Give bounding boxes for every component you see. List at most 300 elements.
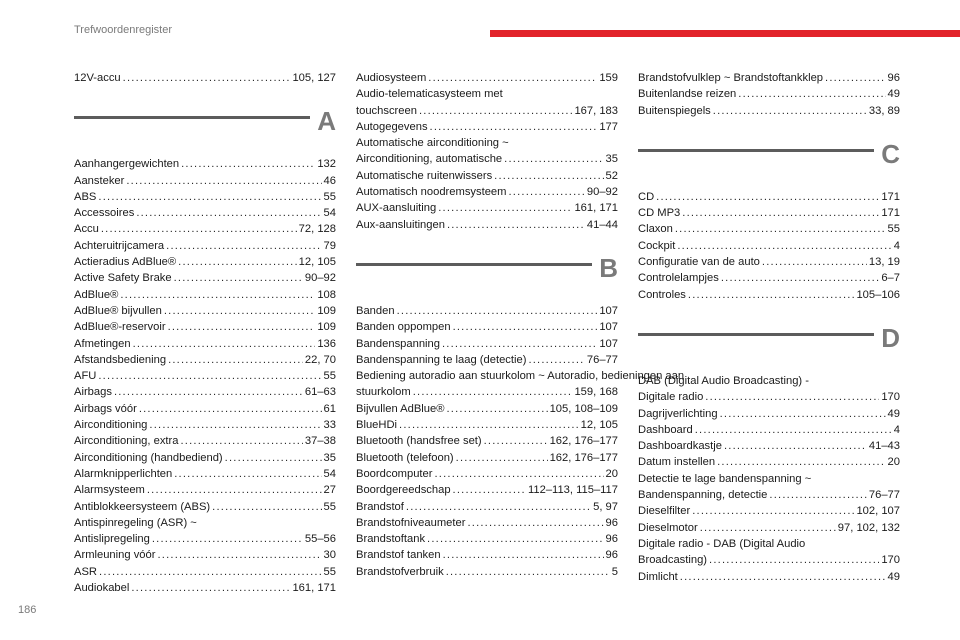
index-entry-pages: 170 <box>881 554 900 567</box>
index-entry-pages: 107 <box>599 304 618 317</box>
index-entry-pages: 161, 171 <box>574 202 618 215</box>
index-entry-leader <box>98 189 321 205</box>
index-entry-term: Active Safety Brake <box>74 272 172 285</box>
index-entry-pages: 55 <box>323 500 336 513</box>
index-entry <box>638 287 900 303</box>
section-divider <box>638 149 874 152</box>
index-entry <box>74 401 336 417</box>
index-entry-term: Accessoires <box>74 207 135 220</box>
index-entry-pages: 61–63 <box>304 386 336 399</box>
index-entry-leader <box>120 287 315 303</box>
index-entry <box>74 417 336 433</box>
index-entry-leader <box>428 70 597 86</box>
section-letter: B <box>599 252 618 283</box>
section-heading <box>638 323 900 367</box>
index-entry-pages: 96 <box>605 549 618 562</box>
index-entry-term: Brandstoftank <box>356 533 426 546</box>
index-entry-pages: 90–92 <box>304 272 336 285</box>
index-entry-leader <box>677 238 891 254</box>
index-entry <box>638 389 900 405</box>
index-entry <box>356 466 618 482</box>
index-entry-term: Digitale radio <box>638 391 704 404</box>
index-entry-prefix: Audio-telematicasysteem met <box>356 88 503 101</box>
index-entry-pages: 54 <box>323 207 336 220</box>
index-entry-leader <box>446 401 547 417</box>
index-entry <box>74 205 336 221</box>
index-entry-leader <box>700 520 836 536</box>
index-entry <box>356 433 618 449</box>
index-entry <box>74 70 336 86</box>
index-entry-pages: 49 <box>887 570 900 583</box>
index-entry-prefix: Antispinregeling (ASR) ~ <box>74 516 197 529</box>
index-entry-leader <box>435 466 604 482</box>
index-entry-pages: 55 <box>323 370 336 383</box>
index-entry-pages: 159, 168 <box>574 386 618 399</box>
index-entry-pages: 37–38 <box>304 435 336 448</box>
index-entry-term: Bandenspanning <box>356 337 440 350</box>
index-entry-leader <box>762 254 867 270</box>
index-entry-leader <box>453 319 598 335</box>
index-entry <box>356 200 618 216</box>
index-entry-pages: 102, 107 <box>856 505 900 518</box>
index-entry-leader <box>528 352 584 368</box>
section-divider <box>356 263 592 266</box>
index-entry-leader <box>692 503 854 519</box>
index-entry-pages: 4 <box>893 423 900 436</box>
index-entry <box>356 70 618 86</box>
index-entry-term: Brandstofvulklep ~ Brandstoftankklep <box>638 72 824 84</box>
index-entry-term: Buitenspiegels <box>638 104 711 117</box>
index-entry-leader <box>724 438 867 454</box>
header-accent-bar <box>490 30 960 37</box>
index-entry <box>356 184 618 200</box>
index-entry-pages: 108 <box>317 288 336 301</box>
index-entry <box>356 417 618 433</box>
index-entry-leader <box>675 221 886 237</box>
index-entry-term: Audiokabel <box>74 582 130 595</box>
index-entry-term: Aansteker <box>74 174 125 187</box>
index-entry-term: ABS <box>74 190 97 203</box>
index-entry-pages: 76–77 <box>868 489 900 502</box>
index-entry-term: Dashboardkastje <box>638 440 722 453</box>
index-entry-leader <box>738 86 885 102</box>
index-entry-leader <box>139 401 322 417</box>
index-entry-pages: 22, 70 <box>304 353 336 366</box>
index-entry <box>74 547 336 563</box>
index-entry-pages: 90–92 <box>586 186 618 199</box>
index-entry <box>638 70 900 86</box>
index-entry-term: Dagrijverlichting <box>638 407 718 420</box>
index-entry-pages: 76–77 <box>586 353 618 366</box>
index-entry-term: Buitenlandse reizen <box>638 88 737 101</box>
index-entry <box>356 401 618 417</box>
index-entry-pages: 96 <box>605 533 618 546</box>
index-entry-pages: 132 <box>317 158 336 171</box>
index-entry <box>638 238 900 254</box>
index-entry <box>356 564 618 580</box>
index-entry-leader <box>695 422 892 438</box>
index-entry <box>74 238 336 254</box>
index-entry-pages: 13, 19 <box>868 256 900 269</box>
index-entry-pages: 4 <box>893 239 900 252</box>
index-entry <box>638 438 900 454</box>
index-entry-term: Afstandsbediening <box>74 353 167 366</box>
index-entry <box>356 168 618 184</box>
index-entry <box>356 119 618 135</box>
index-entry-prefix: Detectie te lage bandenspanning ~ <box>638 472 812 485</box>
index-entry-term: Armleuning vóór <box>74 549 156 562</box>
index-entry <box>638 86 900 102</box>
index-entry-term: Boordgereedschap <box>356 484 451 497</box>
index-entry-leader <box>508 184 584 200</box>
index-entry-pages: 96 <box>605 516 618 529</box>
index-entry-term: CD MP3 <box>638 207 681 220</box>
index-entry-pages: 167, 183 <box>574 104 618 117</box>
index-entry-leader <box>413 384 573 400</box>
index-column-1 <box>74 70 336 596</box>
index-entry <box>74 564 336 580</box>
index-entry-pages: 177 <box>599 120 618 133</box>
section-heading <box>356 253 618 297</box>
index-entry-pages: 6–7 <box>881 272 900 285</box>
index-entry-leader <box>717 454 885 470</box>
index-entry <box>74 319 336 335</box>
index-entry-term: Airconditioning, automatische <box>356 153 503 166</box>
index-entry-term: Antiblokkeersysteem (ABS) <box>74 500 211 513</box>
index-entry-leader <box>504 151 603 167</box>
index-entry-leader <box>442 336 597 352</box>
index-entry-leader <box>446 564 610 580</box>
index-entry-pages: 97, 102, 132 <box>837 521 900 534</box>
index-entry-term: CD <box>638 190 655 203</box>
index-entry-term: Banden <box>356 304 395 317</box>
index-entry <box>638 569 900 585</box>
index-entry-pages: 96 <box>887 72 900 84</box>
index-entry-pages: 33 <box>323 419 336 432</box>
index-entry-term: Brandstofniveaumeter <box>356 516 466 529</box>
index-entry-term: Brandstofverbruik <box>356 565 444 578</box>
index-entry-leader <box>166 238 321 254</box>
index-entry-term: ASR <box>74 565 98 578</box>
index-entry <box>74 336 336 352</box>
index-entry-term: Dimlicht <box>638 570 678 583</box>
index-entry-leader <box>174 270 303 286</box>
index-entry-term: Aanhangergewichten <box>74 158 180 171</box>
index-entry-term: Brandstof <box>356 500 404 513</box>
index-entry-term: BlueHDi <box>356 419 398 432</box>
index-entry-pages: 109 <box>317 321 336 334</box>
index-entry-leader <box>419 103 572 119</box>
index-entry-leader <box>168 352 303 368</box>
index-entry-term: Accu <box>74 223 99 236</box>
index-entry-leader <box>484 433 548 449</box>
index-entry <box>74 221 336 237</box>
index-entry-term: Automatisch noodremsysteem <box>356 186 507 199</box>
index-entry <box>356 303 618 319</box>
index-entry-pages: 162, 176–177 <box>549 451 618 464</box>
index-entry-pages: 105, 127 <box>292 72 336 84</box>
index-entry-prefix: Automatische airconditioning ~ <box>356 137 509 150</box>
index-entry <box>74 368 336 384</box>
index-entry-leader <box>825 70 886 86</box>
index-entry-pages: 107 <box>599 337 618 350</box>
index-entry-pages: 159 <box>599 72 618 84</box>
index-entry <box>74 482 336 498</box>
index-entry-leader <box>101 221 297 237</box>
index-entry-pages: 12, 105 <box>298 256 336 269</box>
index-entry-pages: 55 <box>323 190 336 203</box>
index-entry-pages: 49 <box>887 88 900 101</box>
index-entry-leader <box>157 547 321 563</box>
index-entry-pages: 171 <box>881 190 900 203</box>
index-entry-term: Datum instellen <box>638 456 716 469</box>
index-entry-term: Antislipregeling <box>74 533 150 546</box>
index-entry <box>74 531 336 547</box>
index-entry-term: Claxon <box>638 223 673 236</box>
index-entry-term: Bandenspanning te laag (detectie) <box>356 353 527 366</box>
index-entry-term: Airbags vóór <box>74 402 137 415</box>
index-entry <box>74 303 336 319</box>
index-entry-leader <box>212 499 321 515</box>
index-entry-leader <box>456 450 548 466</box>
index-entry-leader <box>126 173 321 189</box>
index-entry-term: Bandenspanning, detectie <box>638 489 768 502</box>
index-entry-pages: 49 <box>887 407 900 420</box>
index-entry-leader <box>682 205 879 221</box>
index-entry-leader <box>430 119 598 135</box>
index-entry <box>638 103 900 119</box>
index-entry-term: AdBlue®-reservoir <box>74 321 166 334</box>
index-entry-leader <box>688 287 855 303</box>
index-entry <box>638 221 900 237</box>
index-entry-term: Airconditioning, extra <box>74 435 179 448</box>
index-entry <box>74 189 336 205</box>
index-entry <box>638 205 900 221</box>
index-entry <box>356 499 618 515</box>
index-entry-leader <box>438 200 572 216</box>
index-entry <box>74 352 336 368</box>
index-entry-leader <box>494 168 603 184</box>
index-entry-pages: 72, 128 <box>298 223 336 236</box>
index-entry-leader <box>769 487 866 503</box>
index-entry-pages: 109 <box>317 304 336 317</box>
index-entry <box>74 254 336 270</box>
index-entry-term: Banden oppompen <box>356 321 451 334</box>
index-entry-term: AFU <box>74 370 97 383</box>
index-entry-pages: 55–56 <box>304 533 336 546</box>
index-entry-term: 12V-accu <box>74 72 121 84</box>
index-entry-leader <box>709 552 879 568</box>
index-entry <box>74 580 336 596</box>
index-entry-prefix: Bediening autoradio aan stuurkolom ~ Autoradio, bedieningen aan <box>356 370 685 383</box>
index-entry <box>356 531 618 547</box>
index-entry-pages: 5, 97 <box>593 500 618 513</box>
index-entry-term: Bijvullen AdBlue® <box>356 402 445 415</box>
index-entry-term: Airbags <box>74 386 112 399</box>
index-entry-leader <box>114 384 303 400</box>
index-entry-pages: 27 <box>323 484 336 497</box>
index-entry <box>638 189 900 205</box>
index-entry-leader <box>447 217 585 233</box>
index-entry <box>638 520 900 536</box>
index-entry-leader <box>98 368 321 384</box>
index-entry-term: touchscreen <box>356 104 417 117</box>
index-entry-pages: 55 <box>887 223 900 236</box>
section-letter: D <box>881 322 900 353</box>
index-entry-pages: 52 <box>605 169 618 182</box>
index-entry-leader <box>99 564 322 580</box>
index-entry-term: Configuratie van de auto <box>638 256 760 269</box>
index-entry <box>74 173 336 189</box>
index-entry-term: Actieradius AdBlue® <box>74 256 177 269</box>
index-entry-pages: 20 <box>605 467 618 480</box>
index-entry-pages: 5 <box>611 565 618 578</box>
index-entry <box>638 422 900 438</box>
index-entry-term: Bluetooth (handsfree set) <box>356 435 482 448</box>
index-entry-pages: 55 <box>323 565 336 578</box>
index-entry-leader <box>225 450 322 466</box>
index-entry-leader <box>453 482 526 498</box>
index-entry-pages: 161, 171 <box>292 582 336 595</box>
index-entry <box>74 287 336 303</box>
index-entry-leader <box>406 499 591 515</box>
index-entry-term: Bluetooth (telefoon) <box>356 451 454 464</box>
index-entry <box>356 103 618 119</box>
index-entry <box>74 450 336 466</box>
index-entry <box>638 503 900 519</box>
index-entry <box>356 450 618 466</box>
index-entry <box>638 254 900 270</box>
index-entry-pages: 79 <box>323 239 336 252</box>
index-entry-pages: 33, 89 <box>868 104 900 117</box>
index-entry-leader <box>705 389 879 405</box>
index-entry <box>356 336 618 352</box>
index-entry <box>638 270 900 286</box>
index-entry <box>356 217 618 233</box>
index-entry-pages: 35 <box>323 451 336 464</box>
index-entry-pages: 20 <box>887 456 900 469</box>
index-entry-term: Alarmknipperlichten <box>74 467 173 480</box>
index-entry-pages: 35 <box>605 153 618 166</box>
index-entry-pages: 46 <box>323 174 336 187</box>
index-entry <box>74 270 336 286</box>
index-entry-term: Afmetingen <box>74 337 131 350</box>
index-entry-pages: 12, 105 <box>580 419 618 432</box>
index-entry-term: Boordcomputer <box>356 467 433 480</box>
index-entry-pages: 136 <box>317 337 336 350</box>
index-entry-leader <box>178 254 297 270</box>
index-entry-term: Brandstof tanken <box>356 549 441 562</box>
section-heading <box>638 139 900 183</box>
index-entry-term: stuurkolom <box>356 386 411 399</box>
index-entry-term: Airconditioning <box>74 419 148 432</box>
index-entry <box>356 319 618 335</box>
index-entry-pages: 105, 108–109 <box>549 402 618 415</box>
index-entry <box>74 384 336 400</box>
index-entry-prefix: DAB (Digital Audio Broadcasting) - <box>638 374 809 387</box>
index-entry-pages: 171 <box>881 207 900 220</box>
index-entry <box>638 487 900 503</box>
index-entry <box>356 151 618 167</box>
index-entry-term: Dieselmotor <box>638 521 698 534</box>
index-entry-leader <box>149 417 321 433</box>
index-entry-term: AUX-aansluiting <box>356 202 437 215</box>
section-letter: A <box>317 106 336 137</box>
index-entry-term: Controles <box>638 288 686 301</box>
index-entry <box>74 156 336 172</box>
section-heading <box>74 106 336 150</box>
index-entry-term: AdBlue® <box>74 288 119 301</box>
index-entry-leader <box>443 547 604 563</box>
page-header-title: Trefwoordenregister <box>74 24 173 36</box>
index-entry-term: AdBlue® bijvullen <box>74 304 162 317</box>
index-entry <box>356 384 618 400</box>
index-entry-leader <box>399 417 579 433</box>
index-entry-leader <box>467 515 603 531</box>
section-letter: C <box>881 138 900 169</box>
index-entry <box>74 433 336 449</box>
index-entry-pages: 112–113, 115–117 <box>528 484 618 497</box>
index-entry-term: Dashboard <box>638 423 693 436</box>
index-entry-term: Alarmsysteem <box>74 484 145 497</box>
index-entry <box>74 499 336 515</box>
index-entry-term: Cockpit <box>638 239 676 252</box>
index-entry-term: Controlelampjes <box>638 272 719 285</box>
index-entry <box>356 515 618 531</box>
index-entry <box>638 552 900 568</box>
index-entry-term: Airconditioning (handbediend) <box>74 451 223 464</box>
index-entry-term: Audiosysteem <box>356 72 427 84</box>
index-entry <box>638 454 900 470</box>
index-entry-pages: 54 <box>323 467 336 480</box>
index-entry-leader <box>721 270 879 286</box>
index-entry-pages: 30 <box>323 549 336 562</box>
index-entry <box>74 466 336 482</box>
index-entry-pages: 61 <box>323 402 336 415</box>
index-entry-leader <box>168 319 316 335</box>
index-entry-leader <box>133 336 316 352</box>
index-entry-leader <box>397 303 598 319</box>
index-entry-pages: 170 <box>881 391 900 404</box>
index-entry-leader <box>680 569 886 585</box>
section-divider <box>638 333 874 336</box>
index-column-3 <box>638 70 900 585</box>
index-entry-leader <box>174 466 321 482</box>
index-entry-leader <box>713 103 867 119</box>
index-entry-term: Aux-aansluitingen <box>356 218 445 231</box>
index-entry <box>356 547 618 563</box>
index-entry-leader <box>123 70 291 86</box>
index-entry-leader <box>152 531 303 547</box>
index-entry-term: Automatische ruitenwissers <box>356 169 493 182</box>
index-entry-leader <box>131 580 290 596</box>
index-entry-leader <box>427 531 604 547</box>
index-entry-leader <box>656 189 879 205</box>
index-entry-term: Achteruitrijcamera <box>74 239 165 252</box>
index-entry-leader <box>180 433 302 449</box>
index-entry-pages: 41–44 <box>586 218 618 231</box>
index-entry-term: Autogegevens <box>356 120 428 133</box>
index-entry-leader <box>720 406 886 422</box>
index-entry <box>638 406 900 422</box>
index-entry <box>356 352 618 368</box>
page-number: 186 <box>18 604 37 616</box>
index-entry-leader <box>147 482 322 498</box>
index-entry-pages: 41–43 <box>868 440 900 453</box>
section-divider <box>74 116 310 119</box>
index-entry-pages: 107 <box>599 321 618 334</box>
index-entry-pages: 105–106 <box>856 288 900 301</box>
